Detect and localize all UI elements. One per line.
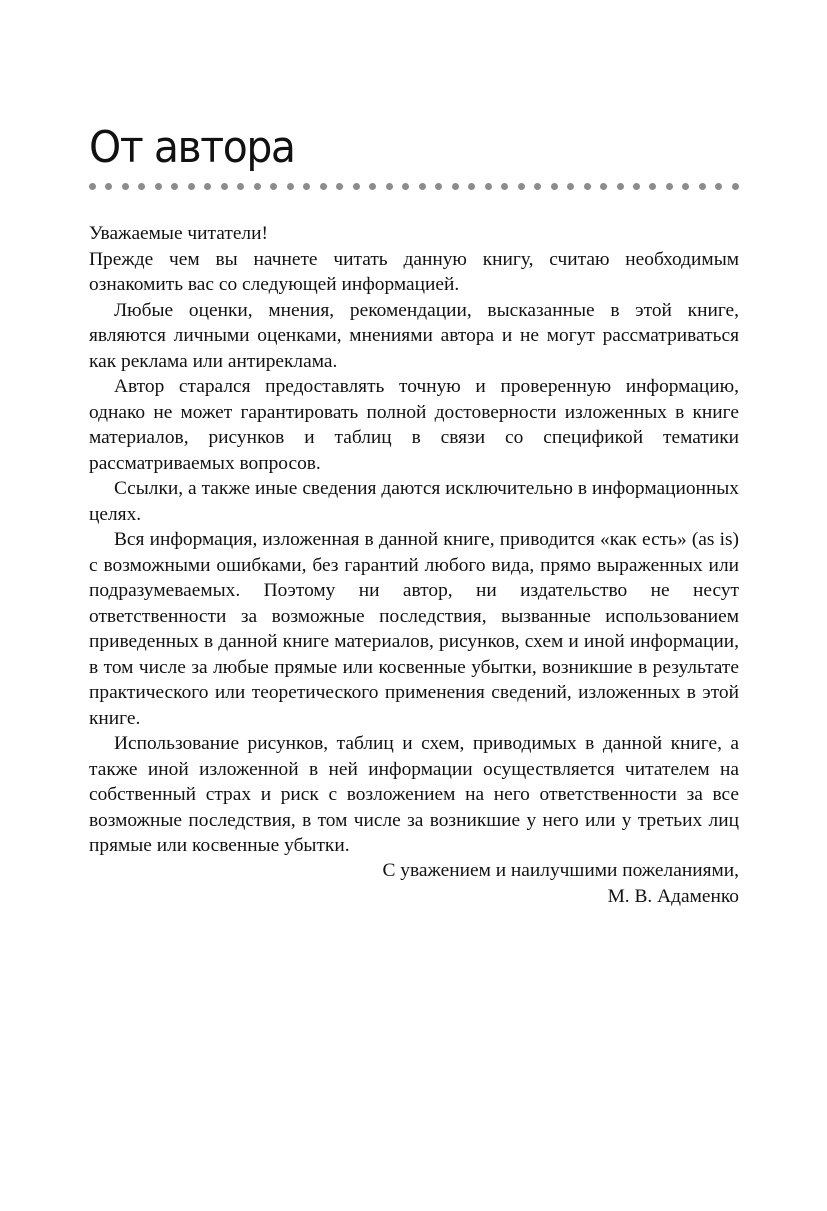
divider-dot	[138, 183, 145, 190]
divider-dot	[485, 183, 492, 190]
divider-dot	[732, 183, 739, 190]
divider-dot	[419, 183, 426, 190]
divider-dot	[617, 183, 624, 190]
divider-dot	[518, 183, 525, 190]
divider-dot	[105, 183, 112, 190]
divider-dot	[336, 183, 343, 190]
divider-dot	[320, 183, 327, 190]
divider-dot	[287, 183, 294, 190]
divider-dot	[600, 183, 607, 190]
divider-dot	[468, 183, 475, 190]
divider-dot	[699, 183, 706, 190]
signature-closing: С уважением и наилучшими пожеланиями,	[382, 860, 739, 881]
divider-dot	[386, 183, 393, 190]
divider-dot	[402, 183, 409, 190]
signature-block	[89, 858, 739, 909]
page-title: От автора	[89, 122, 295, 173]
divider-dot	[551, 183, 558, 190]
divider-dot	[171, 183, 178, 190]
divider-dot	[204, 183, 211, 190]
divider-dot	[501, 183, 508, 190]
divider-dot	[584, 183, 591, 190]
paragraph-as-is: Вся информация, изложенная в данной книге, приводится «как есть» (as is) с возможными ошибками, без гарантий любого вида, прямо выраженных или подразумеваемых. Поэтому ни автор, ни издательство не несут ответственности за возможные последствия, вызванные использованием приведенных в данной книге материалов, рисунков, схем и иной информации, в том числе за любые прямые или косвенные убытки, возникшие в результате практического или теоретического применения сведений, изложенных в этой книге.	[89, 529, 739, 729]
divider-dot	[534, 183, 541, 190]
divider-dot	[715, 183, 722, 190]
paragraph-links: Ссылки, а также иные сведения даются исключительно в информационных целях.	[89, 478, 739, 525]
divider-dot	[682, 183, 689, 190]
divider-dot	[254, 183, 261, 190]
divider-dot	[188, 183, 195, 190]
divider-dot	[237, 183, 244, 190]
paragraph-risk: Использование рисунков, таблиц и схем, приводимых в данной книге, а также иной изложенной в ней информации осуществляется читателем на собственный страх и риск с возложением на него ответственности за все возможные последствия, в том числе за возникшие у него или у третьих лиц прямые или косвенные убытки.	[89, 733, 739, 856]
paragraph-opinions: Любые оценки, мнения, рекомендации, высказанные в этой книге, являются личными оценками, мнениями автора и не могут рассматриваться как реклама или антиреклама.	[89, 299, 739, 372]
divider-dot	[155, 183, 162, 190]
signature-author: М. В. Адаменко	[607, 885, 739, 907]
dotted-divider	[89, 182, 739, 190]
divider-dot	[353, 183, 360, 190]
paragraph-intro: Прежде чем вы начнете читать данную книгу, считаю необходимым ознакомить вас со следующей информацией.	[89, 248, 739, 295]
document-page	[89, 0, 739, 1211]
divider-dot	[633, 183, 640, 190]
body-text	[89, 221, 739, 859]
divider-dot	[303, 183, 310, 190]
paragraph-accuracy: Автор старался предоставлять точную и проверенную информацию, однако не может гарантировать полной достоверности изложенных в книге материалов, рисунков и таблиц в связи со спецификой тематики рассматриваемых вопросов.	[89, 376, 739, 474]
divider-dot	[369, 183, 376, 190]
divider-dot	[435, 183, 442, 190]
divider-dot	[666, 183, 673, 190]
divider-dot	[452, 183, 459, 190]
greeting: Уважаемые читатели!	[89, 223, 268, 244]
divider-dot	[270, 183, 277, 190]
divider-dot	[567, 183, 574, 190]
divider-dot	[649, 183, 656, 190]
divider-dot	[221, 183, 228, 190]
divider-dot	[89, 183, 96, 190]
divider-dot	[122, 183, 129, 190]
